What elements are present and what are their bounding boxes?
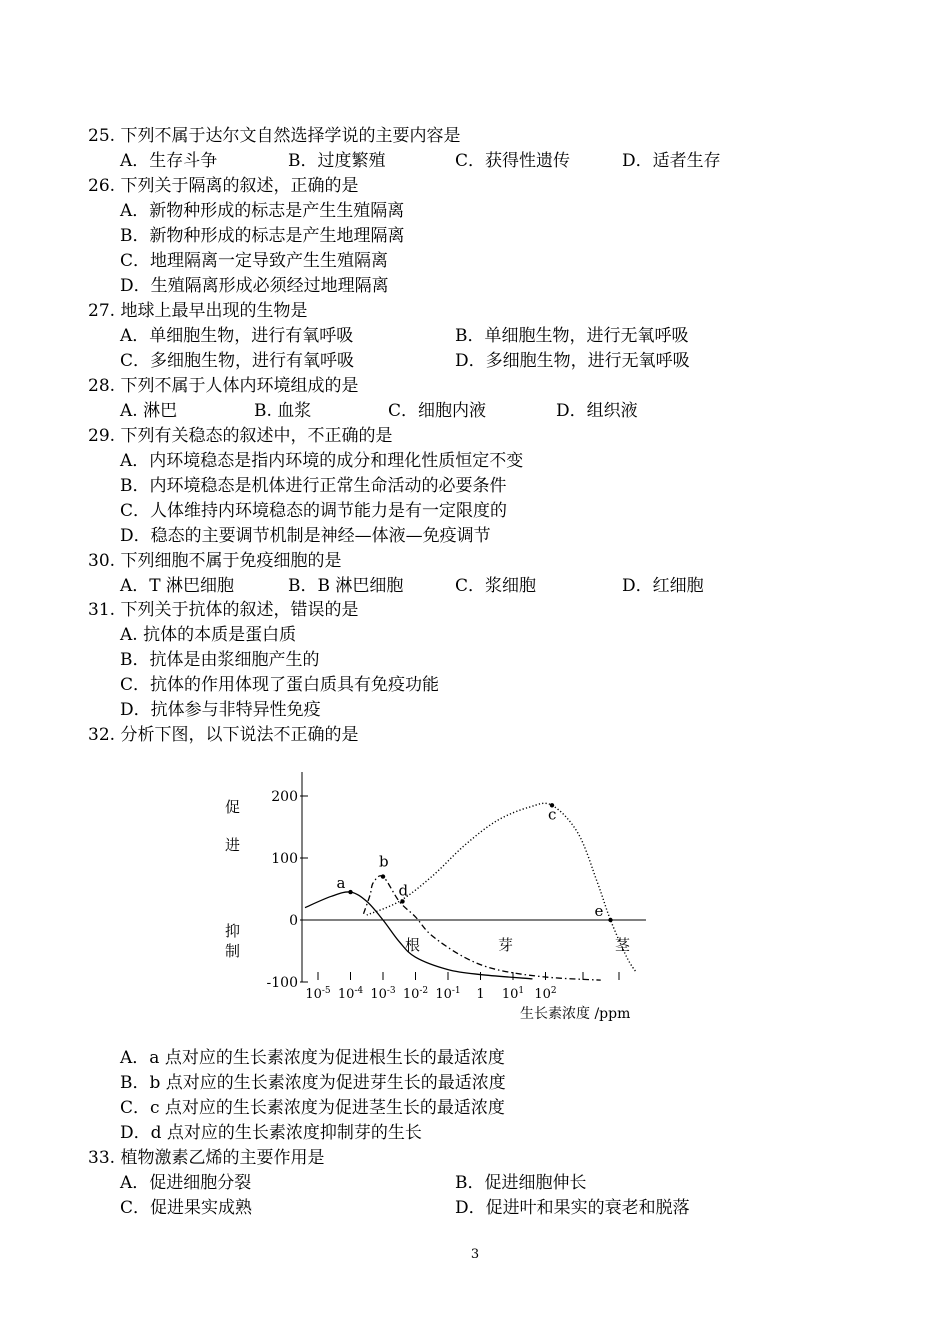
y-tick-label: -100: [266, 975, 298, 991]
question-33: 33. 植物激素乙烯的主要作用是: [88, 1148, 325, 1168]
q30-option-a: A．T 淋巴细胞: [120, 576, 235, 596]
question-30: 30. 下列细胞不属于免疫细胞的是: [88, 551, 342, 571]
q33-option-d: D．促进叶和果实的衰老和脱落: [455, 1198, 690, 1218]
q32-option-c: C．c 点对应的生长素浓度为促进茎生长的最适浓度: [120, 1098, 505, 1118]
x-tick-label: $10^1$: [501, 986, 525, 1002]
q26-option-b: B．新物种形成的标志是产生地理隔离: [120, 226, 405, 246]
chart-series: [305, 803, 637, 980]
auxin-concentration-chart: [205, 762, 675, 1028]
x-tick-label: $10^2$: [534, 986, 557, 1002]
q28-option-c: C．细胞内液: [388, 401, 487, 421]
q31-option-d: D．抗体参与非特异性免疫: [120, 700, 321, 720]
q32-option-d: D．d 点对应的生长素浓度抑制芽的生长: [120, 1123, 422, 1143]
question-28: 28. 下列不属于人体内环境组成的是: [88, 376, 359, 396]
q27-option-b: B．单细胞生物，进行无氧呼吸: [455, 326, 689, 346]
x-tick-label: $10^{-4}$: [337, 986, 364, 1002]
question-26: 26. 下列关于隔离的叙述，正确的是: [88, 176, 359, 196]
question-31: 31. 下列关于抗体的叙述，错误的是: [88, 600, 359, 620]
q33-option-a: A．促进细胞分裂: [120, 1173, 252, 1193]
q26-option-c: C．地理隔离一定导致产生生殖隔离: [120, 251, 389, 271]
q30-option-b: B．B 淋巴细胞: [288, 576, 404, 596]
y-tick-label: 100: [271, 851, 298, 867]
y-axis-label-char: 促: [225, 798, 241, 816]
point-a: [348, 890, 352, 894]
y-tick-label: 0: [289, 913, 298, 929]
chart-axes: [302, 772, 646, 982]
point-label-a: a: [336, 874, 346, 893]
q31-option-b: B．抗体是由浆细胞产生的: [120, 650, 320, 670]
point-label-c: c: [548, 805, 557, 824]
q26-option-d: D．生殖隔离形成必须经过地理隔离: [120, 276, 389, 296]
point-b: [381, 874, 385, 878]
q29-option-d: D．稳态的主要调节机制是神经—体液—免疫调节: [120, 526, 491, 546]
q29-option-a: A．内环境稳态是指内环境的成分和理化性质恒定不变: [120, 451, 524, 471]
x-tick-label: $10^{-3}$: [370, 986, 396, 1002]
q26-option-a: A．新物种形成的标志是产生生殖隔离: [120, 201, 405, 221]
point-label-b: b: [379, 852, 389, 871]
y-axis-label-char: 抑: [225, 922, 241, 940]
point-label-e: e: [594, 902, 604, 920]
q29-option-c: C．人体维持内环境稳态的调节能力是有一定限度的: [120, 501, 508, 521]
question-27: 27. 地球上最早出现的生物是: [88, 301, 308, 321]
x-tick-label: $10^{-1}$: [435, 986, 461, 1002]
q31-option-a: A. 抗体的本质是蛋白质: [120, 625, 297, 645]
question-29: 29. 下列有关稳态的叙述中，不正确的是: [88, 426, 393, 446]
point-label-d: d: [398, 881, 409, 900]
series-label: 茎: [615, 936, 631, 954]
point-e: [608, 918, 612, 922]
point-d: [400, 899, 404, 903]
q25-option-d: D．适者生存: [622, 151, 721, 171]
q27-option-d: D．多细胞生物，进行无氧呼吸: [455, 351, 690, 371]
question-25: 25. 下列不属于达尔文自然选择学说的主要内容是: [88, 126, 461, 146]
q28-option-a: A. 淋巴: [120, 401, 178, 421]
series-label: 根: [405, 936, 421, 954]
y-axis-label-char: 制: [225, 942, 241, 960]
x-axis-label: 生长素浓度 /ppm: [520, 1006, 631, 1022]
y-tick-label: 200: [271, 789, 298, 805]
x-tick-label: $10^{-5}$: [305, 986, 331, 1002]
q25-option-b: B．过度繁殖: [288, 151, 386, 171]
q29-option-b: B．内环境稳态是机体进行正常生命活动的必要条件: [120, 476, 507, 496]
q28-option-d: D．组织液: [556, 401, 638, 421]
q33-option-b: B．促进细胞伸长: [455, 1173, 587, 1193]
q28-option-b: B. 血浆: [254, 401, 312, 421]
q30-option-c: C．浆细胞: [455, 576, 537, 596]
q32-option-a: A．a 点对应的生长素浓度为促进根生长的最适浓度: [120, 1048, 505, 1068]
series-label: 芽: [498, 936, 514, 954]
q32-option-b: B．b 点对应的生长素浓度为促进芽生长的最适浓度: [120, 1073, 506, 1093]
q25-option-c: C．获得性遗传: [455, 151, 571, 171]
question-32: 32. 分析下图，以下说法不正确的是: [88, 725, 359, 745]
q27-option-c: C．多细胞生物，进行有氧呼吸: [120, 351, 355, 371]
q33-option-c: C．促进果实成熟: [120, 1198, 253, 1218]
q27-option-a: A．单细胞生物，进行有氧呼吸: [120, 326, 354, 346]
x-tick-label: 1: [476, 987, 485, 1002]
q25-option-a: A．生存斗争: [120, 151, 218, 171]
x-tick-label: $10^{-2}$: [402, 986, 429, 1002]
q31-option-c: C．抗体的作用体现了蛋白质具有免疫功能: [120, 675, 440, 695]
q30-option-d: D．红细胞: [622, 576, 704, 596]
y-axis-label-char: 进: [225, 836, 241, 854]
page-number: 3: [470, 1247, 480, 1262]
chart-ticks: [267, 789, 619, 1002]
